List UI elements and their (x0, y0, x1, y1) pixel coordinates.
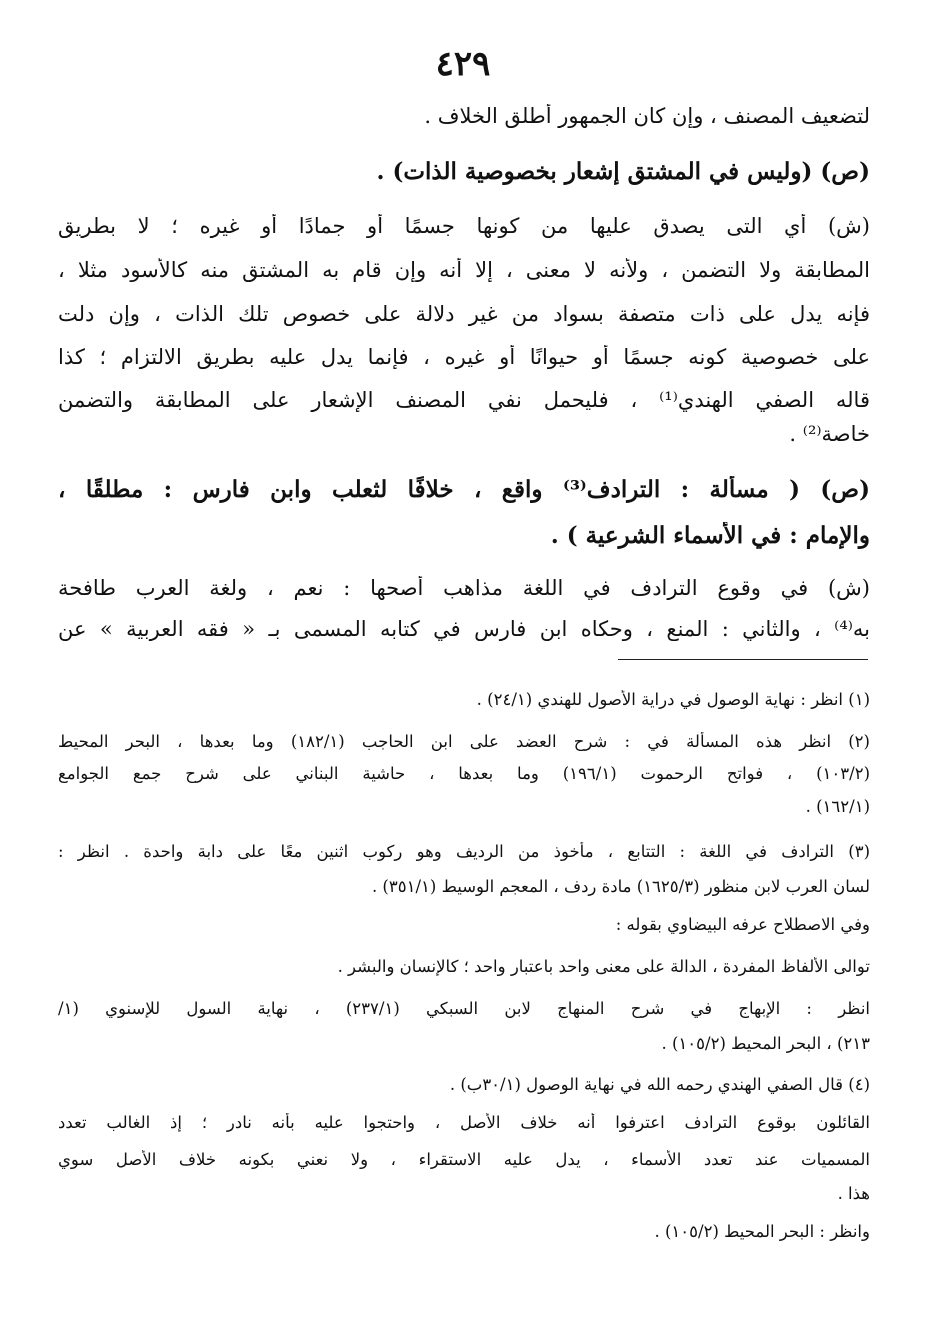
footnote-line: توالى الألفاظ المفردة ، الدالة على معنى واحد باعتبار واحد ؛ كالإنسان والبشر . (337, 957, 870, 976)
footnote-separator (618, 659, 868, 660)
text-line: (ص) (وليس في المشتق إشعار بخصوصية الذات) . (376, 158, 870, 185)
footnote-line: لسان العرب لابن منظور (١٦٢٥/٣) مادة ردف ، المعجم الوسيط (٣٥١/١) . (371, 877, 870, 896)
footnote-line: وانظر : البحر المحيط (١٠٥/٢) . (654, 1222, 870, 1241)
text-line: لتضعيف المصنف ، وإن كان الجمهور أطلق الخلاف . (424, 104, 870, 128)
footnote-line: (٤) قال الصفي الهندي رحمه الله في نهاية الوصول (٣٠/١ب) . (449, 1075, 870, 1094)
footnote-line: (١٠٣/٢) ، فواتح الرحموت (١٩٦/١) وما بعدها ، حاشية البناني على شرح جمع الجوامع (58, 764, 870, 783)
footnote-line: (٣) الترادف في اللغة : التتابع ، مأخوذ من الرديف وهو ركوب اثنين معًا على دابة واحدة . انظر : (58, 842, 870, 861)
footnote-line: وفي الاصطلاح عرفه البيضاوي بقوله : (615, 915, 870, 934)
footnote-line: انظر : الإبهاج في شرح المنهاج لابن السبكي (٢٣٧/١) ، نهاية السول للإسنوي (١/ (58, 999, 870, 1018)
text-line: خاصة⁽²⁾ . (789, 422, 870, 446)
text-line: المطابقة ولا التضمن ، ولأنه لا معنى ، إلا أنه وإن قام به المشتق منه كالأسود مثلا ، (58, 258, 870, 282)
page-number: ٤٢٩ (435, 44, 491, 84)
text-line: قاله الصفي الهندي⁽¹⁾ ، فليحمل نفي المصنف الإشعار على المطابقة والتضمن (58, 388, 870, 412)
text-line: (ش) في وقوع الترادف في اللغة مذاهب أصحها : نعم ، ولغة العرب طافحة (58, 576, 870, 600)
text-line: فإنه يدل على ذات متصفة بسواد من غير دلالة على خصوص تلك الذات ، وإن دلت (58, 302, 870, 326)
text-line: على خصوصية كونه جسمًا أو حيوانًا أو غيره ، فإنما يدل عليه بطريق الالتزام ؛ كذا (58, 345, 870, 369)
text-line: به⁽⁴⁾ ، والثاني : المنع ، وحكاه ابن فارس في كتابه المسمى بـ « فقه العربية » عن (58, 617, 870, 641)
footnote-line: المسميات عند تعدد الأسماء ، يدل عليه الاستقراء ، ولا نعني بكونه خلاف الأصل سوي (58, 1150, 870, 1169)
footnote-line: ٢١٣) ، البحر المحيط (١٠٥/٢) . (661, 1034, 870, 1053)
footnote-line: (١٦٢/١) . (805, 797, 870, 816)
footnote-line: (١) انظر : نهاية الوصول في دراية الأصول للهندي (٢٤/١) . (476, 690, 870, 709)
text-line: (ص) ( مسألة : الترادف⁽³⁾ واقع ، خلافًا لثعلب وابن فارس : مطلقًا ، (58, 476, 870, 503)
text-line: والإمام : في الأسماء الشرعية ) . (550, 522, 870, 549)
footnote-line: (٢) انظر هذه المسألة في : شرح العضد على ابن الحاجب (١٨٢/١) وما بعدها ، البحر المحيط (58, 732, 870, 751)
text-line: (ش) أي التى يصدق عليها من كونها جسمًا أو جمادًا أو غيره ؛ لا بطريق (58, 214, 870, 238)
footnote-line: القائلون بوقوع الترادف اعترفوا أنه خلاف الأصل ، واحتجوا عليه بأنه نادر ؛ إذ الغالب تعدد (58, 1113, 870, 1132)
footnote-line: هذا . (837, 1184, 870, 1203)
